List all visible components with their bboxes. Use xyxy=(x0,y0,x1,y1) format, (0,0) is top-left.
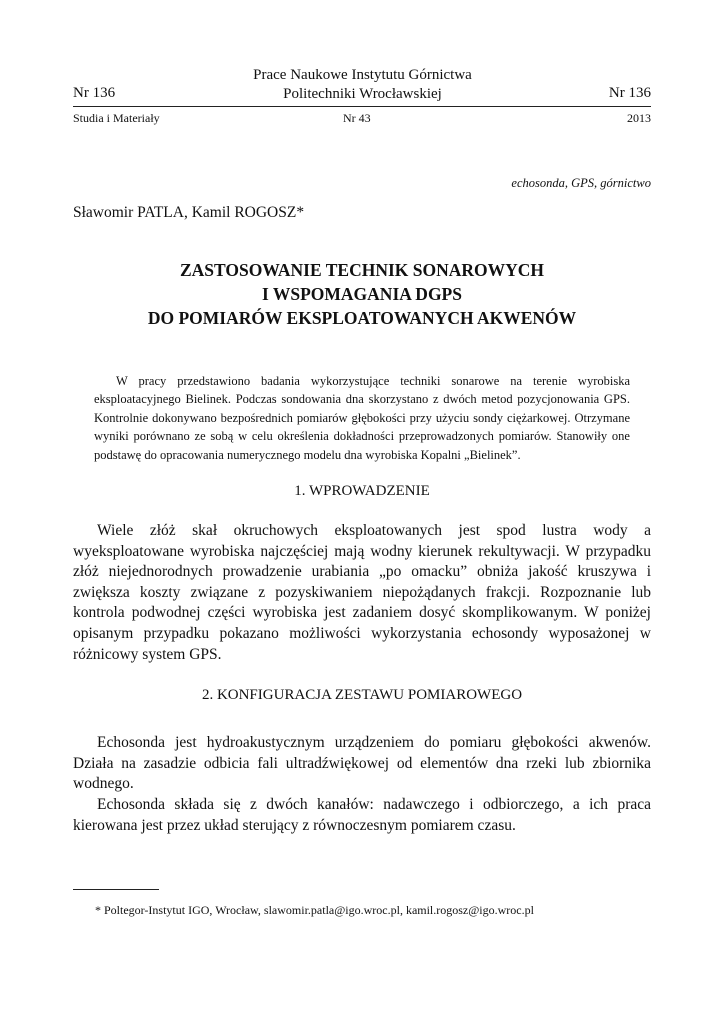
issue-number-right: Nr 136 xyxy=(608,85,651,101)
authors: Sławomir PATLA, Kamil ROGOSZ* xyxy=(73,204,305,221)
issue-number-left: Nr 136 xyxy=(73,85,116,101)
paragraph xyxy=(73,795,651,836)
series-number: Nr 43 xyxy=(343,111,371,125)
abstract-text: W pracy przedstawiono badania wykorzystujące techniki sonarowe na terenie wyrobiska eksploatacyjnego Bielinek. Podczas sondowania dna skorzystano z dwóch metod pozycjonowania GPS. Kontrolnie dokonywano bezpośrednich pomiarów głębokości przy użyciu sondy ciężarkowej. Otrzymane wyniki porównano ze sobą w celu określenia dokładności przeprowadzonych pomiarów. Stanowiły one podstawę do opracowania numerycznego modelu dna wyrobiska Kopalni „Bielinek”. xyxy=(94,374,630,462)
title-line-3: DO POMIARÓW EKSPLOATOWANYCH AKWENÓW xyxy=(147,308,577,328)
journal-name-line2: Politechniki Wrocławskiej xyxy=(283,86,442,102)
paragraph xyxy=(73,521,651,665)
abstract xyxy=(94,372,630,464)
paragraph-text: Wiele złóż skał okruchowych eksploatowanych jest spod lustra wody a wyeksploatowane wyrobiska najczęściej mają wodny kierunek rekultywacji. W przypadku złóż niejednorodnych prowadzenie urabiania „po omacku” obniża jakość kruszywa i zwiększa koszty związane z pozyskiwaniem niepożądanych frakcji. Rozpoznanie lub kontrola podwodnej części wyrobiska jest zadaniem dosyć skomplikowanym. W poniżej opisanym przypadku pokazano możliwości wykorzystania echosondy wyposażonej w różnicowy system GPS. xyxy=(73,522,651,663)
paragraph-text: Echosonda jest hydroakustycznym urządzeniem do pomiaru głębokości akwenów. Działa na zasadzie odbicia fali ultradźwiękowej od elementów dna rzeki lub zbiornika wodnego. xyxy=(73,734,651,793)
section-heading-2: 2. KONFIGURACJA ZESTAWU POMIAROWEGO xyxy=(201,687,523,703)
series-name: Studia i Materiały xyxy=(73,111,160,125)
keywords: echosonda, GPS, górnictwo xyxy=(511,176,651,190)
paragraph xyxy=(73,733,651,795)
footnote: * Poltegor-Instytut IGO, Wrocław, slawomir.patla@igo.wroc.pl, kamil.rogosz@igo.wroc.pl xyxy=(95,903,534,917)
title-line-1: ZASTOSOWANIE TECHNIK SONAROWYCH xyxy=(179,260,545,280)
publication-year: 2013 xyxy=(627,111,651,125)
paragraph-text: Echosonda składa się z dwóch kanałów: nadawczego i odbiorczego, a ich praca kierowana jest przez układ sterujący z równoczesnym pomiarem czasu. xyxy=(73,796,651,834)
footnote-rule xyxy=(73,889,159,890)
title-line-2: I WSPOMAGANIA DGPS xyxy=(262,284,462,304)
journal-name-line1: Prace Naukowe Instytutu Górnictwa xyxy=(253,67,472,83)
paper-title xyxy=(73,258,651,330)
header-rule xyxy=(73,106,651,107)
section-heading-1: 1. WPROWADZENIE xyxy=(294,483,430,499)
